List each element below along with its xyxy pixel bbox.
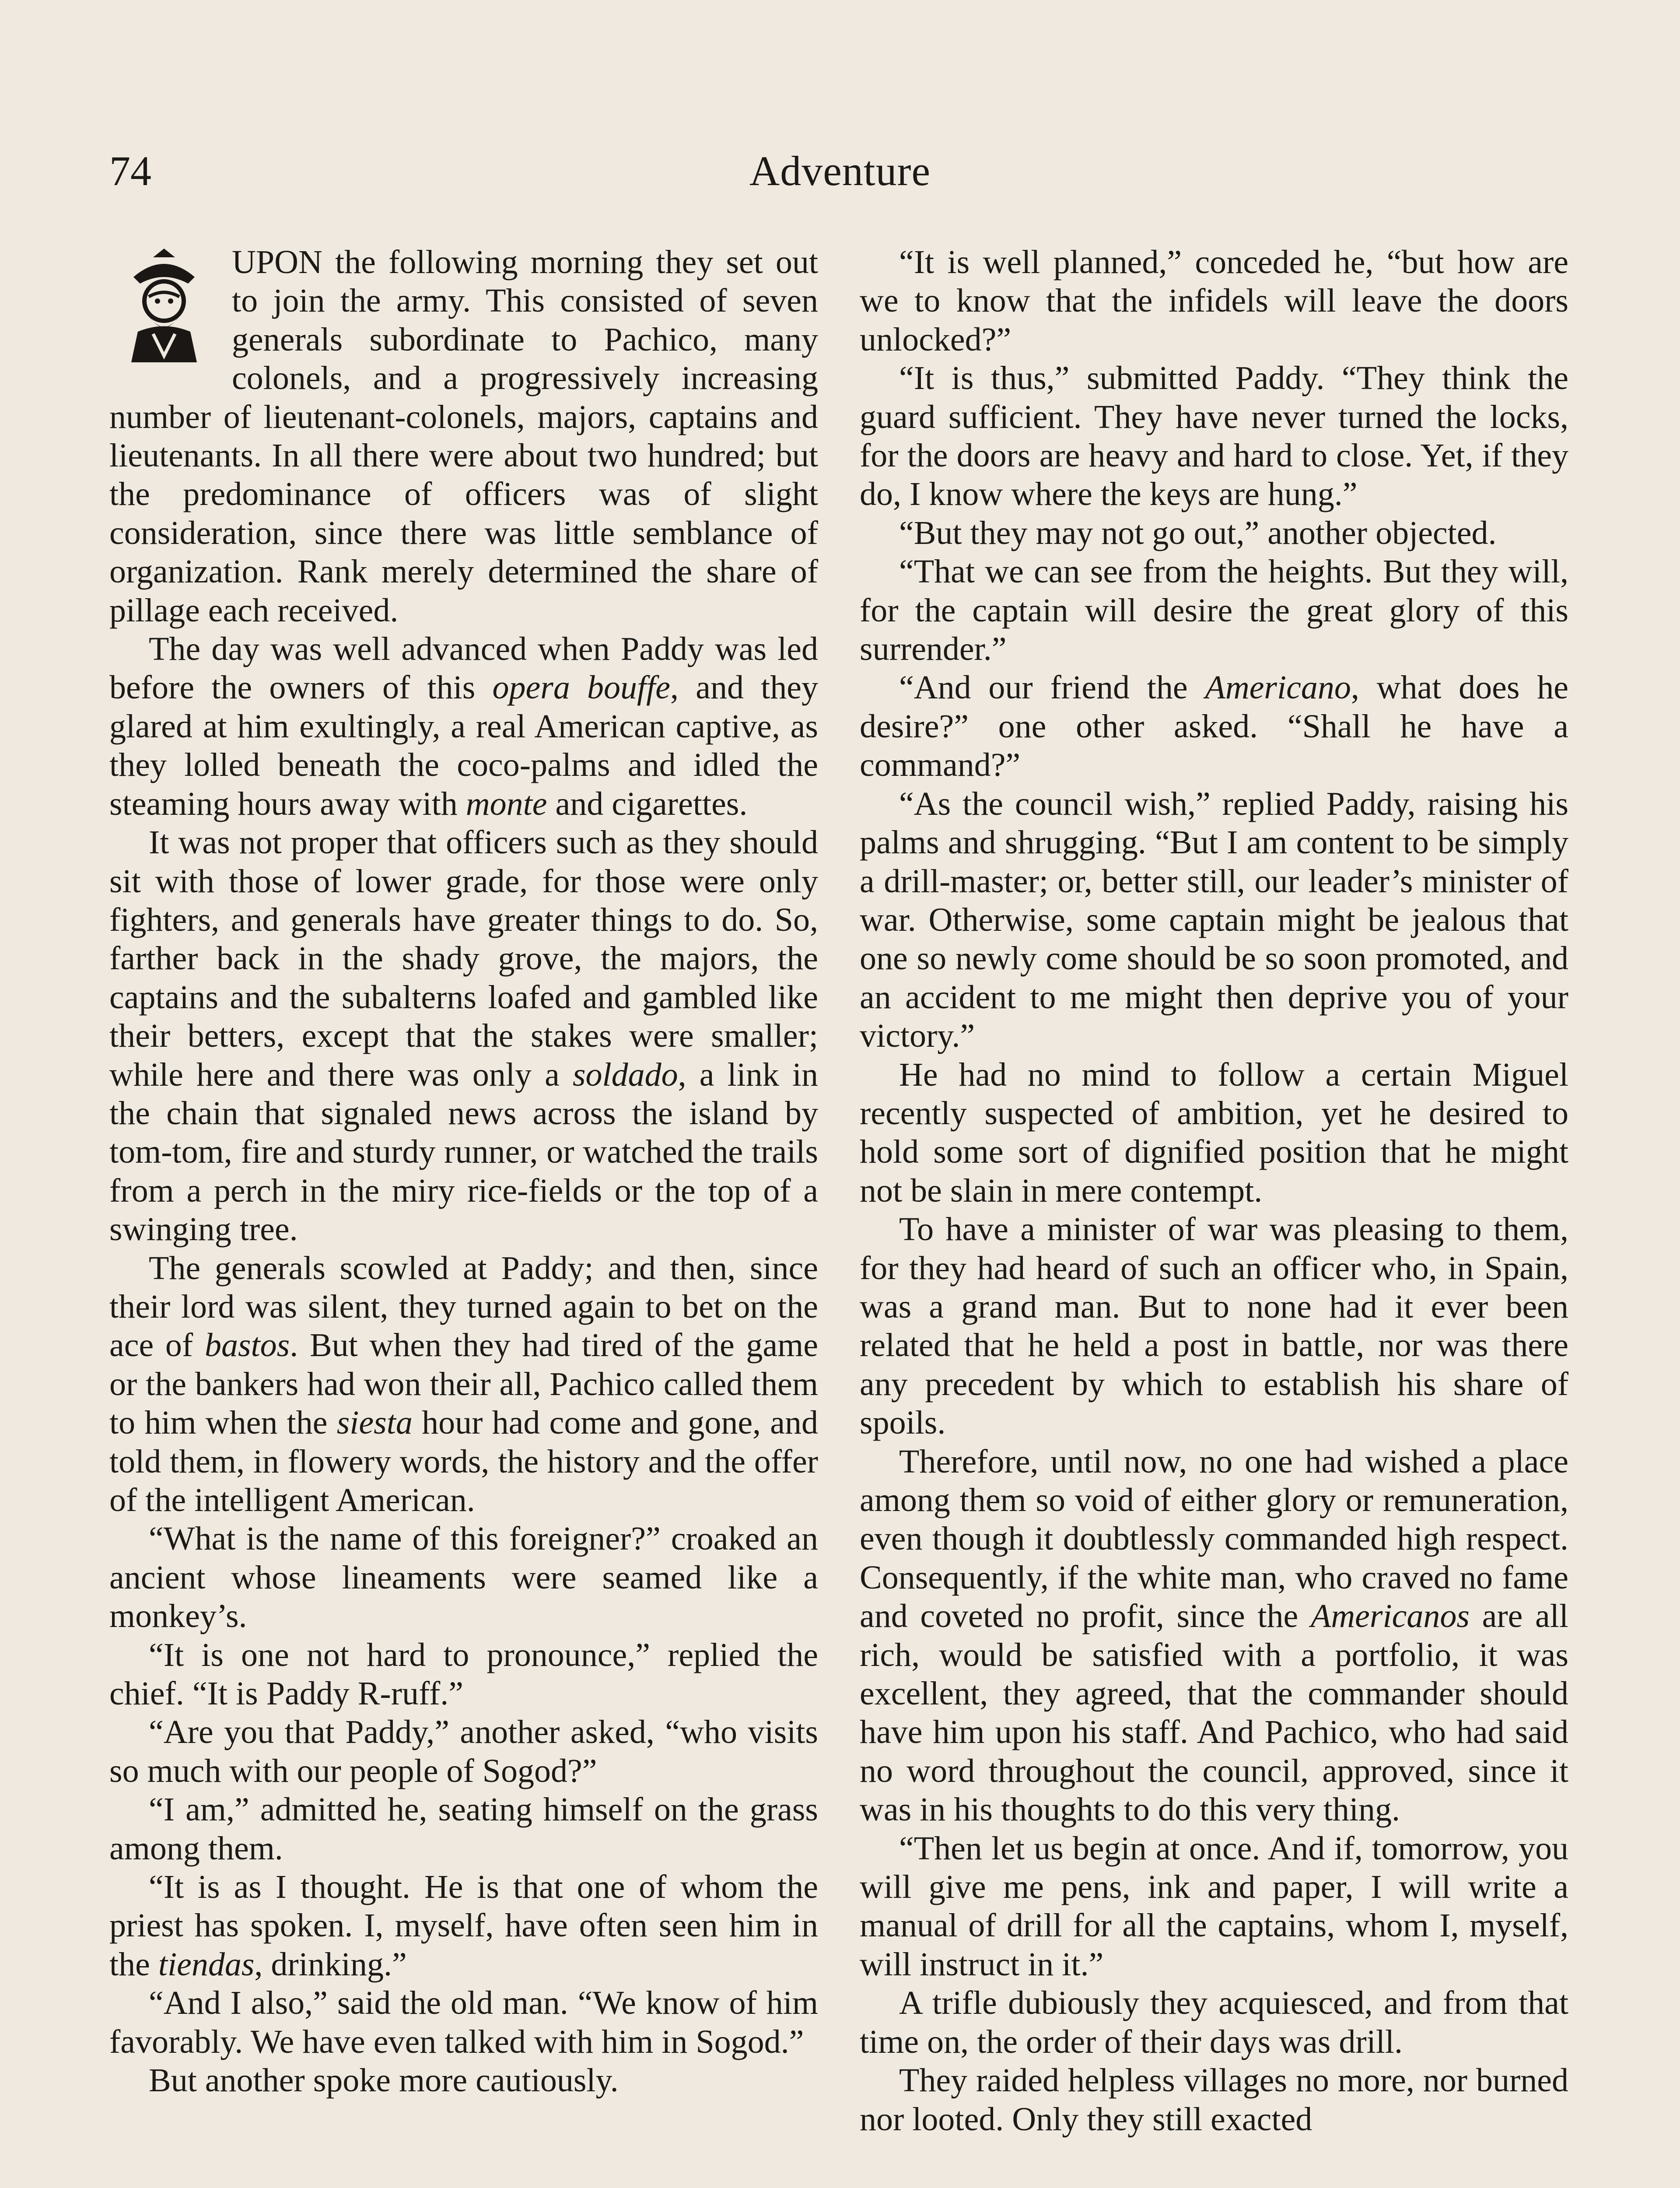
paragraph: “And our friend the Americano, what does he desire?” one other asked. “Shall he have a command?” xyxy=(860,669,1568,784)
paragraph: A trifle dubiously they acquiesced, and from that time on, the order of their days was drill. xyxy=(860,1985,1568,2060)
paragraph: The day was well advanced when Paddy was led before the owners of this opera bouffe, and they glared at him exultingly, a real American captive, as they lolled beneath the coco-palms and idled the steaming hours away with monte and cigarettes. xyxy=(109,631,818,822)
pirate-vignette-icon xyxy=(109,246,219,365)
text-column-right xyxy=(860,243,1568,2139)
paragraph: “As the council wish,” replied Paddy, raising his palms and shrugging. “But I am content to be simply a drill-master; or, better still, our leader’s minister of war. Otherwise, some captain might be jealous that one so newly come should be so soon promoted, and an accident to me might then deprive you of your victory.” xyxy=(860,785,1568,1055)
paragraph: “It is one not hard to pronounce,” replied the chief. “It is Paddy R-ruff.” xyxy=(109,1636,818,1712)
paragraph: “That we can see from the heights. But they will, for the captain will desire the great glory of this surrender.” xyxy=(860,553,1568,668)
paragraph: “And I also,” said the old man. “We know of him favorably. We have even talked with him in Sogod.” xyxy=(109,1985,818,2060)
paragraph: The generals scowled at Paddy; and then, since their lord was silent, they turned again to bet on the ace of bastos. But when they had tired of the game or the bankers had won their all, Pachico called them to him when the siesta hour had come and gone, and told them, in flowery words, the history and the offer of the intelligent American. xyxy=(109,1249,819,1518)
paragraph: But another spoke more cautiously. xyxy=(149,2062,619,2099)
running-title: Adventure xyxy=(749,147,931,194)
page-number: 74 xyxy=(109,147,151,194)
paragraph: “But they may not go out,” another objected. xyxy=(899,514,1497,551)
paragraph: He had no mind to follow a certain Miguel recently suspected of ambition, yet he desired to hold some sort of dignified position that he might not be slain in mere contempt. xyxy=(860,1056,1568,1209)
paragraph: “Then let us begin at once. And if, tomorrow, you will give me pens, ink and paper, I will write a manual of drill for all the captains, whom I, myself, will instruct in it.” xyxy=(860,1830,1568,1983)
paragraph: “It is as I thought. He is that one of whom the priest has spoken. I, myself, have often seen him in the tiendas, drinking.” xyxy=(109,1869,818,1983)
paragraph: It was not proper that officers such as they should sit with those of lower grade, for those were only fighters, and generals have greater things to do. So, farther back in the shady grove, the majors, the captains and the subalterns loafed and gambled like their betters, except that the stakes were smaller; while here and there was only a soldado, a link in the chain that signaled news across the island by tom-tom, fire and sturdy runner, or watched the trails from a perch in the miry rice-fields or the top of a swinging tree. xyxy=(109,824,818,1248)
paragraph: UPON the following morning they set out to join the army. This consisted of seven generals subordinate to Pachico, many colonels, and a progressively increasing number of lieutenant-colonels, majors, captains and lieutenants. In all there were about two hundred; but the predominance of officers was of slight consideration, since there was little semblance of organization. Rank merely determined the share of pillage each received. xyxy=(109,244,818,629)
paragraph: “It is well planned,” conceded he, “but how are we to know that the infidels will leave the doors unlocked?” xyxy=(860,244,1568,358)
paragraph: “I am,” admitted he, seating himself on the grass among them. xyxy=(109,1791,818,1867)
paragraph: “What is the name of this foreigner?” croaked an ancient whose lineaments were seamed like a monkey’s. xyxy=(109,1520,818,1635)
text-column-left xyxy=(109,243,818,2100)
page-header xyxy=(109,147,1571,203)
paragraph: They raided helpless villages no more, nor burned nor looted. Only they still exacted xyxy=(860,2062,1568,2138)
paragraph: “Are you that Paddy,” another asked, “who visits so much with our people of Sogod?” xyxy=(109,1714,818,1789)
paragraph: Therefore, until now, no one had wished a place among them so void of either glory or remuneration, even though it doubtlessly commanded high respect. Consequently, if the white man, who craved no fame and coveted no profit, since the Americanos are all rich, would be satisfied with a portfolio, it was excellent, they agreed, that the commander should have him upon his staff. And Pachico, who had said no word throughout the council, approved, since it was in his thoughts to do this very thing. xyxy=(860,1443,1568,1828)
paragraph: To have a minister of war was pleasing to them, for they had heard of such an officer who, in Spain, was a grand man. But to none had it ever been related that he held a post in battle, nor was there any precedent by which to establish his share of spoils. xyxy=(860,1211,1568,1441)
paragraph: “It is thus,” submitted Paddy. “They think the guard sufficient. They have never turned the locks, for the doors are heavy and hard to close. Yet, if they do, I know where the keys are hung.” xyxy=(860,360,1568,513)
